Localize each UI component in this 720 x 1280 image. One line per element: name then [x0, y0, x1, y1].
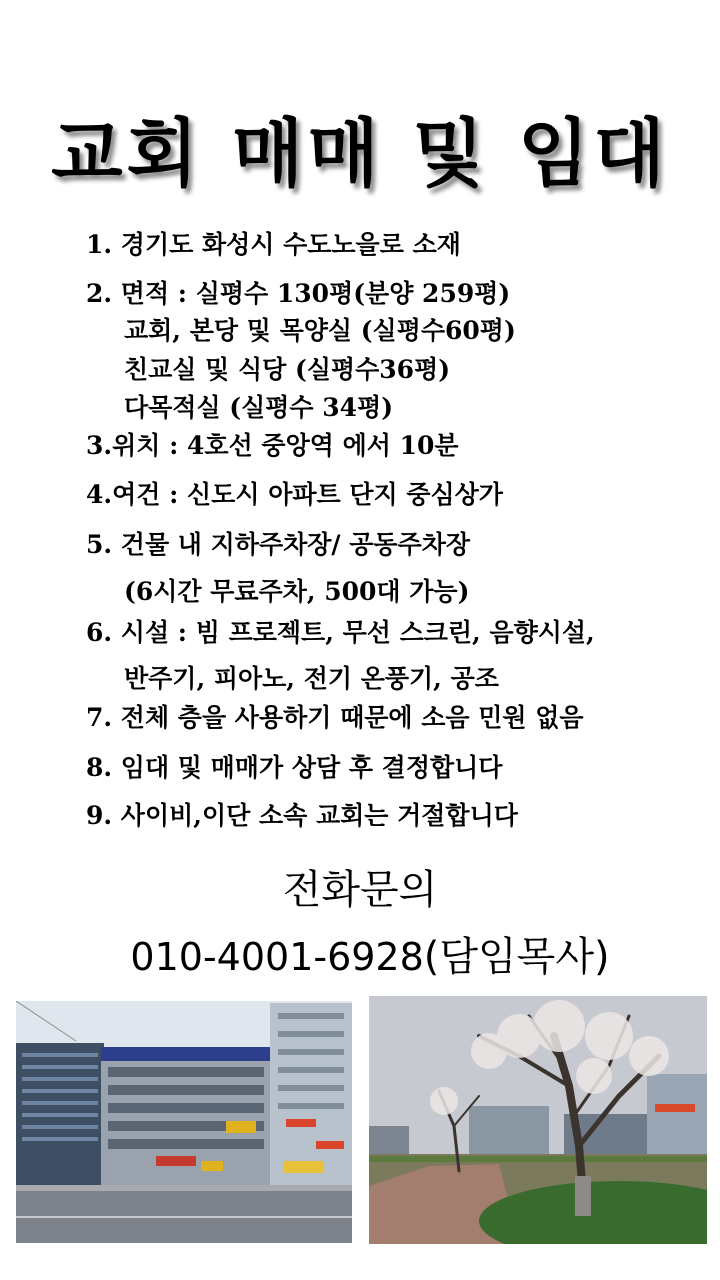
tree-photo — [369, 996, 707, 1244]
phone-number: 010-4001-6928 — [130, 935, 424, 979]
building-photo — [16, 1001, 352, 1243]
list-item: 6. 시설 : 빔 프로젝트, 무선 스크린, 음향시설, — [86, 618, 595, 647]
list-item: 7. 전체 층을 사용하기 때문에 소음 민원 없음 — [86, 703, 584, 732]
list-item: 2. 면적 : 실평수 130평(분양 259평) — [86, 279, 511, 308]
list-item: 8. 임대 및 매매가 상담 후 결정합니다 — [86, 753, 503, 782]
list-item: 반주기, 피아노, 전기 온풍기, 공조 — [124, 664, 499, 693]
list-item: 4.여건 : 신도시 아파트 단지 중심상가 — [86, 480, 503, 509]
page-title: 교회 매매 및 임대 — [51, 111, 669, 197]
list-item: 3.위치 : 4호선 중앙역 에서 10분 — [86, 431, 459, 460]
list-item: 5. 건물 내 지하주차장/ 공동주차장 — [86, 530, 470, 559]
list-item: 9. 사이비,이단 소속 교회는 거절합니다 — [86, 801, 518, 830]
list-item: (6시간 무료주차, 500대 가능) — [124, 577, 470, 606]
list-item: 1. 경기도 화성시 수도노을로 소재 — [86, 230, 461, 259]
list-item: 친교실 및 식당 (실평수36평) — [124, 355, 451, 384]
contact-label: 전화문의 — [282, 867, 438, 913]
list-item: 교회, 본당 및 목양실 (실평수60평) — [124, 316, 516, 345]
list-item: 다목적실 (실평수 34평) — [124, 393, 394, 422]
contact-person: (담임목사) — [423, 934, 610, 980]
contact-phone-line — [0, 925, 720, 982]
